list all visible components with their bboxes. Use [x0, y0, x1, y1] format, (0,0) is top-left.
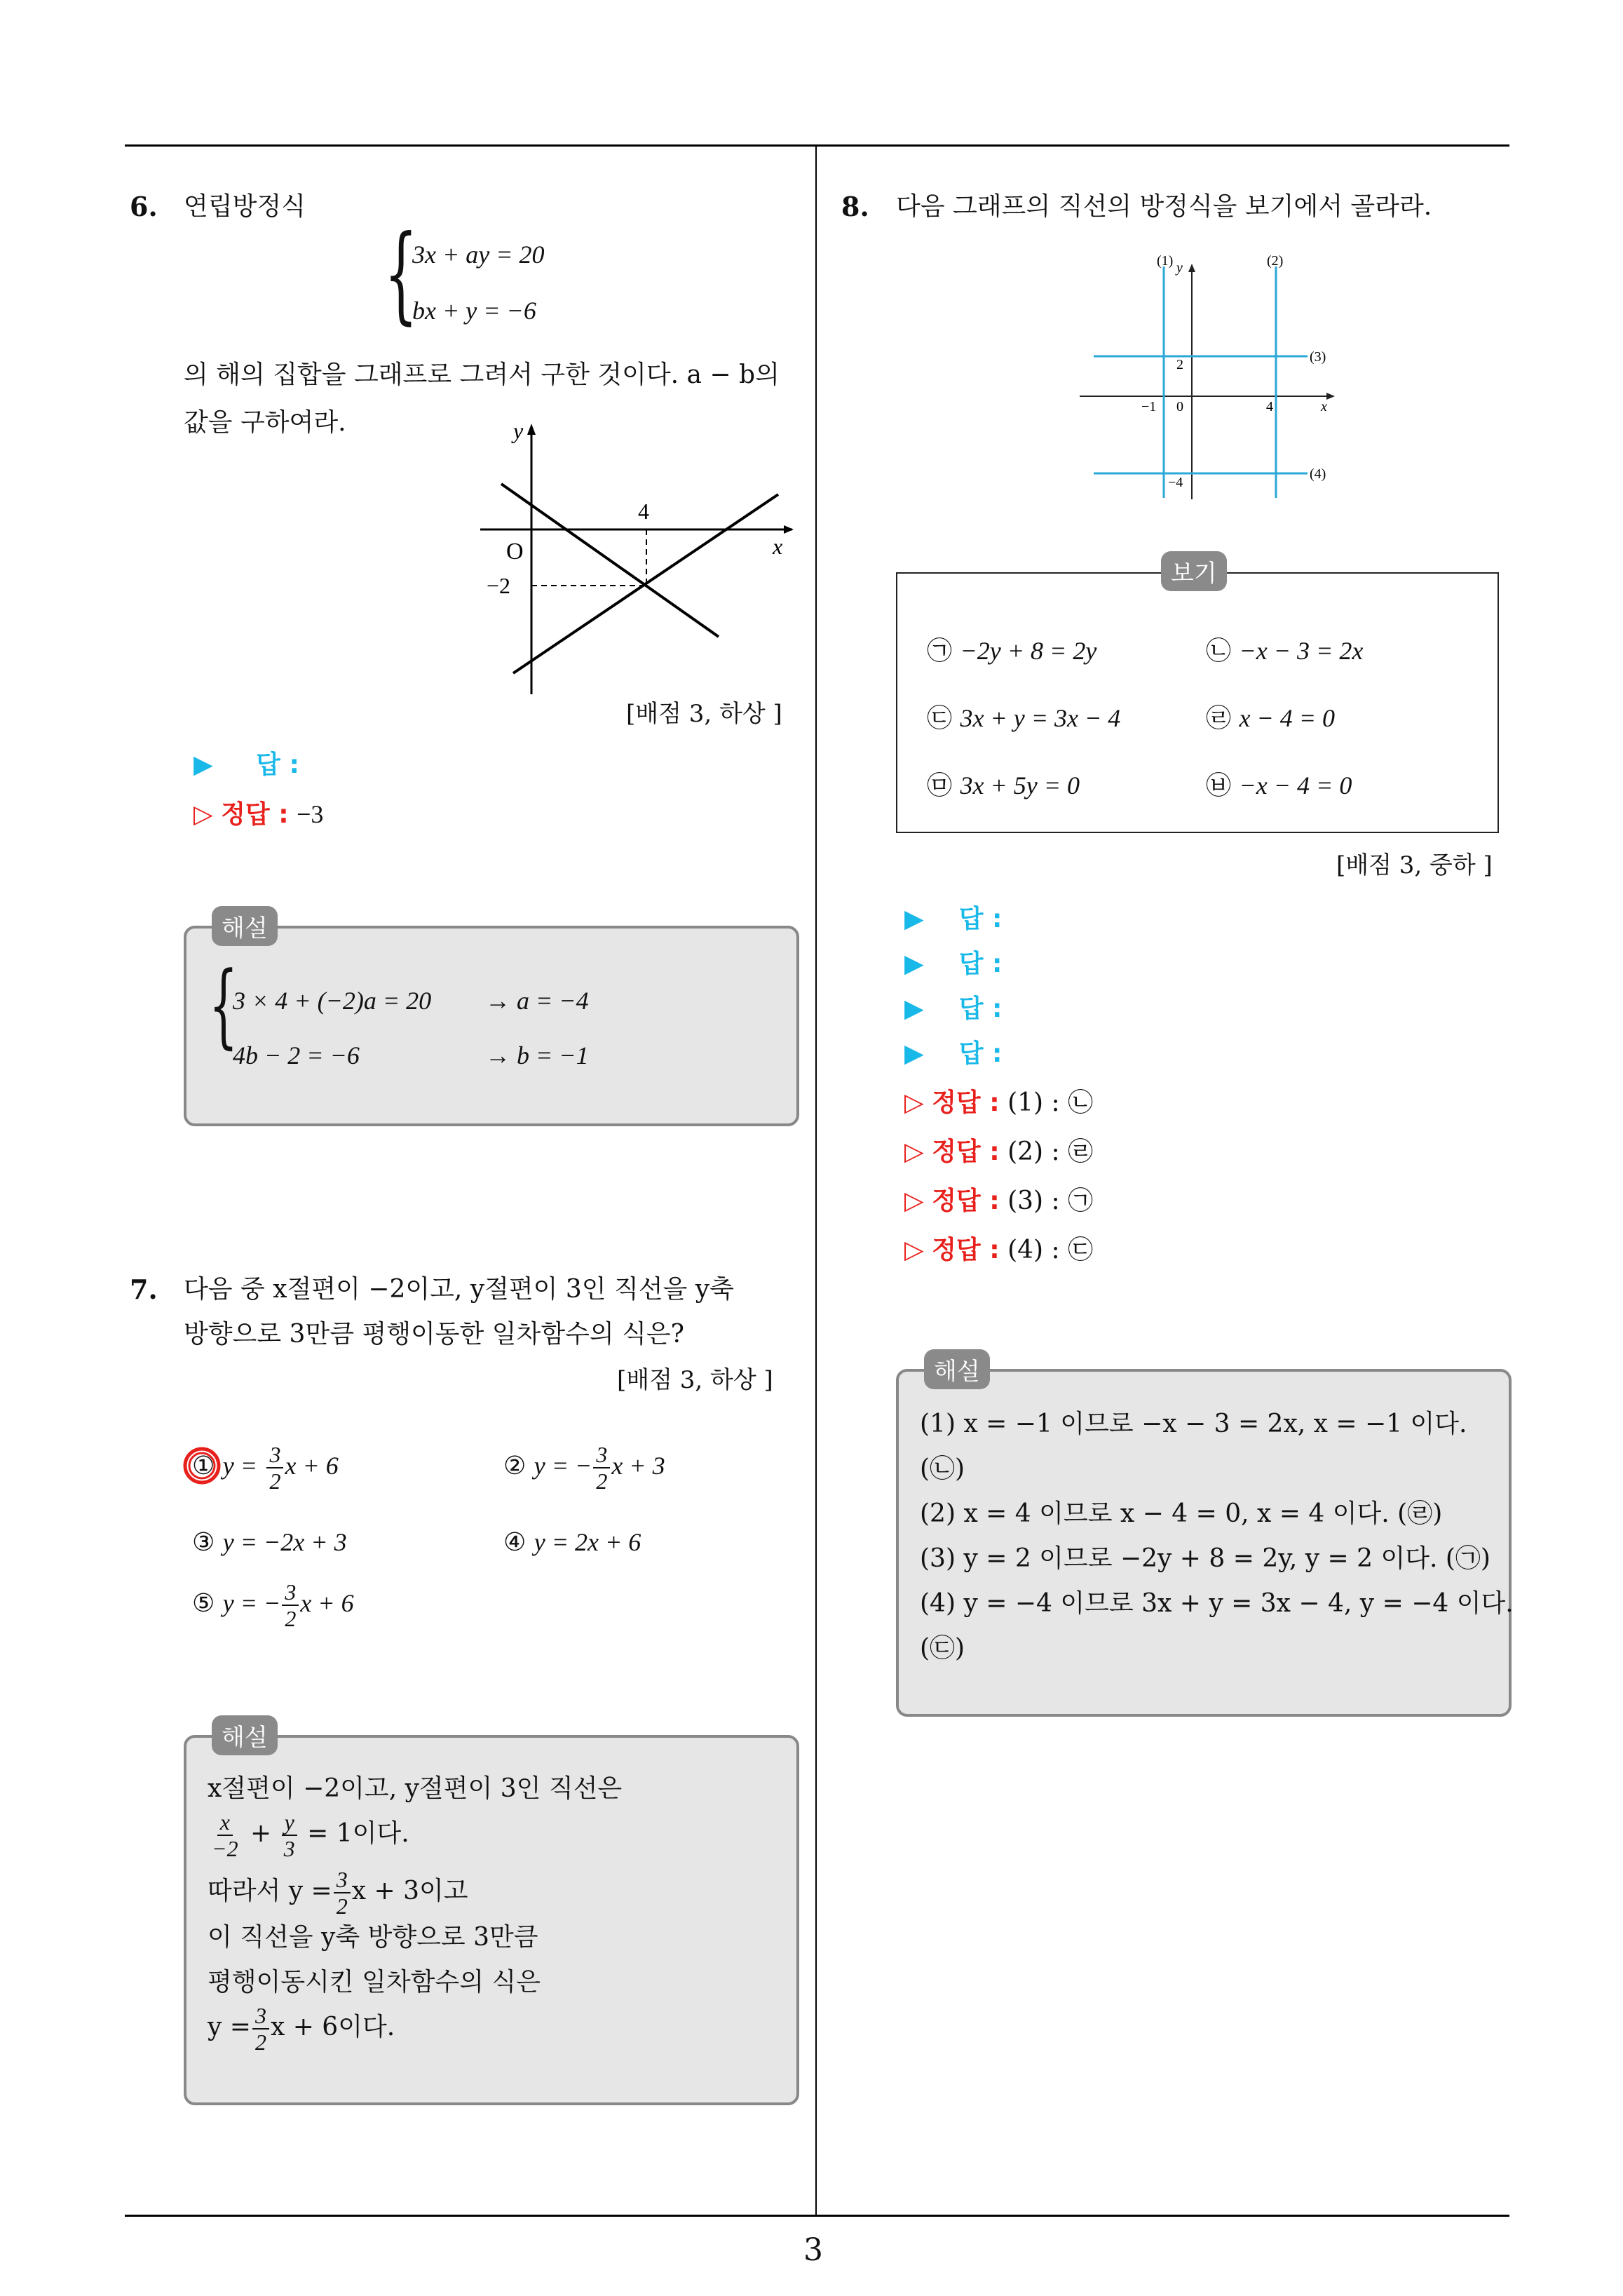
- bottom-rule: [125, 2215, 1509, 2217]
- q8-expl-line5: (4) y = −4 이므로 3x + y = 3x − 4, y = −4 이다.: [920, 1589, 1514, 1618]
- q8-question-line1: 다음 그래프의 직선의 방정식을 보기에서 골라라.: [896, 192, 1432, 221]
- q7-expl-line3: 따라서 y = $\frac{3}{2}$ x + 3이고: [208, 1867, 468, 1919]
- q6-explanation-tag: 해설: [212, 906, 278, 946]
- q7-choice-1[interactable]: ① y = $\frac{3}{2}$ x + 6: [192, 1442, 339, 1494]
- q8-tick-minus4: −4: [1168, 475, 1183, 490]
- q8-answer-row-4: ▶ 답 :: [904, 1039, 1003, 1068]
- q8-expl-line4: (3) y = 2 이므로 −2y + 8 = 2y, y = 2 이다. (㉠): [920, 1544, 1490, 1573]
- q6-correct-value: −3: [297, 800, 324, 828]
- play-icon: ▶: [904, 950, 924, 978]
- q6-answer-row: [193, 749, 299, 782]
- q8-y-label: y: [1176, 260, 1183, 276]
- q6-y-arrow: [527, 424, 536, 435]
- q7-choice-4[interactable]: ④ y = 2x + 6: [503, 1528, 641, 1557]
- q8-answer-row-2: ▶ 답 :: [904, 950, 1003, 978]
- q8-x-arrow: [1326, 393, 1335, 400]
- q6-intro: 연립방정식: [184, 192, 306, 221]
- q7-expl-line1: x절편이 −2이고, y절편이 3인 직선은: [208, 1774, 623, 1803]
- q8-correct-row-1: ▷ 정답 : (1) : ㉡: [904, 1088, 1094, 1117]
- q8-bogi-tag: 보기: [1161, 551, 1227, 591]
- q8-number: 8.: [841, 191, 869, 222]
- q8-tick-minus1: −1: [1141, 399, 1157, 414]
- q8-label-4: (4): [1310, 466, 1326, 482]
- q6-expl-line2-left: 4b − 2 = −6: [233, 1041, 360, 1069]
- q8-tick-4: 4: [1266, 399, 1273, 414]
- q6-system-brace: {: [384, 213, 418, 335]
- q8-bogi-6: ㉥ −x − 4 = 0: [1206, 771, 1352, 800]
- q7-choice-3[interactable]: ③ y = −2x + 3: [192, 1528, 347, 1557]
- q6-equation-1: 3x + ay = 20: [412, 241, 545, 269]
- q8-expl-line6: (㉢): [920, 1634, 965, 1663]
- q6-answer-label: 답 :: [256, 750, 299, 779]
- q6-x-arrow: [784, 525, 794, 534]
- q6-tick-minus2: −2: [487, 573, 511, 598]
- q8-x-label: x: [1321, 399, 1327, 414]
- page-number: 3: [803, 2232, 823, 2268]
- play-icon: ▶: [904, 905, 924, 933]
- q8-explanation-tag: 해설: [924, 1349, 990, 1389]
- q8-label-2: (2): [1267, 253, 1284, 269]
- q7-choice-2[interactable]: ② y = − $\frac{3}{2}$ x + 3: [503, 1442, 665, 1494]
- q7-expl-line5: 평행이동시킨 일차함수의 식은: [208, 1968, 541, 1997]
- q6-graph: [470, 414, 806, 708]
- q6-expl-line1-right: → a = −4: [485, 987, 589, 1015]
- q8-bogi-3: ㉢ 3x + y = 3x − 4: [927, 704, 1121, 733]
- q6-question-line2: 값을 구하여라.: [184, 408, 346, 437]
- q8-expl-line1: (1) x = −1 이므로 −x − 3 = 2x, x = −1 이다.: [920, 1410, 1467, 1438]
- q7-question-line1: 다음 중 x절편이 −2이고, y절편이 3인 직선을 y축: [184, 1275, 734, 1304]
- q7-question-line2: 방향으로 3만큼 평행이동한 일차함수의 식은?: [184, 1320, 684, 1349]
- hollow-play-icon: ▷: [904, 1187, 924, 1215]
- q7-number: 7.: [130, 1274, 158, 1305]
- q8-bogi-5: ㉤ 3x + 5y = 0: [927, 771, 1080, 800]
- q8-label-1: (1): [1157, 253, 1174, 269]
- q8-correct-row-2: ▷ 정답 : (2) : ㉣: [904, 1137, 1094, 1166]
- q6-expl-line2-right: → b = −1: [485, 1041, 589, 1069]
- top-rule: [125, 144, 1509, 147]
- q6-score: [배점 3, 하상 ]: [626, 700, 782, 728]
- play-icon: ▶: [904, 994, 924, 1023]
- q6-origin-label: O: [506, 539, 524, 565]
- q6-question-line1: 의 해의 집합을 그래프로 그려서 구한 것이다. a − b의: [184, 360, 780, 389]
- q6-explanation-box: [184, 926, 799, 1126]
- q6-correct-row: [193, 798, 323, 832]
- q8-graph: [1073, 245, 1353, 505]
- q8-correct-row-3: ▷ 정답 : (3) : ㉠: [904, 1187, 1094, 1215]
- q8-bogi-1: ㉠ −2y + 8 = 2y: [927, 637, 1097, 666]
- hollow-play-icon: ▷: [904, 1088, 924, 1117]
- q6-expl-brace: {: [209, 952, 238, 1058]
- q7-score: [배점 3, 하상 ]: [617, 1366, 773, 1394]
- q6-number: 6.: [130, 191, 158, 222]
- q8-tick-0: 0: [1176, 399, 1183, 414]
- q8-score: [배점 3, 중하 ]: [1336, 851, 1493, 879]
- q8-expl-line2: (㉡): [920, 1454, 965, 1483]
- q7-explanation-tag: 해설: [212, 1715, 278, 1755]
- play-icon: ▶: [904, 1039, 924, 1068]
- q8-bogi-2: ㉡ −x − 3 = 2x: [1206, 637, 1364, 666]
- q8-expl-line3: (2) x = 4 이므로 x − 4 = 0, x = 4 이다. (㉣): [920, 1499, 1443, 1528]
- q6-x-label: x: [773, 534, 783, 559]
- q6-line-decreasing: [501, 484, 719, 637]
- q8-answer-row-1: ▶ 답 :: [904, 905, 1003, 933]
- q6-correct-label: 정답 :: [221, 800, 289, 829]
- q8-y-arrow: [1188, 264, 1195, 272]
- q7-expl-line2: $\frac{x}{-2}$ + $\frac{y}{3}$ = 1이다.: [212, 1809, 409, 1861]
- q6-equation-2: bx + y = −6: [412, 297, 536, 325]
- q7-expl-line6: y = $\frac{3}{2}$ x + 6이다.: [208, 2003, 395, 2055]
- play-icon: ▶: [193, 750, 213, 779]
- q8-answer-row-3: ▶ 답 :: [904, 994, 1003, 1023]
- q8-tick-2: 2: [1176, 357, 1183, 372]
- hollow-play-icon: ▷: [904, 1137, 924, 1166]
- hollow-play-icon: ▷: [904, 1236, 924, 1264]
- column-divider: [815, 144, 817, 2217]
- q6-tick-4: 4: [638, 499, 649, 524]
- q8-label-3: (3): [1310, 349, 1326, 365]
- q7-choice-5[interactable]: ⑤ y = − $\frac{3}{2}$ x + 6: [192, 1579, 354, 1631]
- q6-expl-line1-left: 3 × 4 + (−2)a = 20: [233, 987, 432, 1015]
- hollow-play-icon: ▷: [193, 800, 213, 829]
- q8-bogi-4: ㉣ x − 4 = 0: [1206, 704, 1336, 733]
- q6-y-label: y: [513, 418, 524, 443]
- q7-expl-line4: 이 직선을 y축 방향으로 3만큼: [208, 1923, 538, 1952]
- q8-correct-row-4: ▷ 정답 : (4) : ㉢: [904, 1236, 1094, 1264]
